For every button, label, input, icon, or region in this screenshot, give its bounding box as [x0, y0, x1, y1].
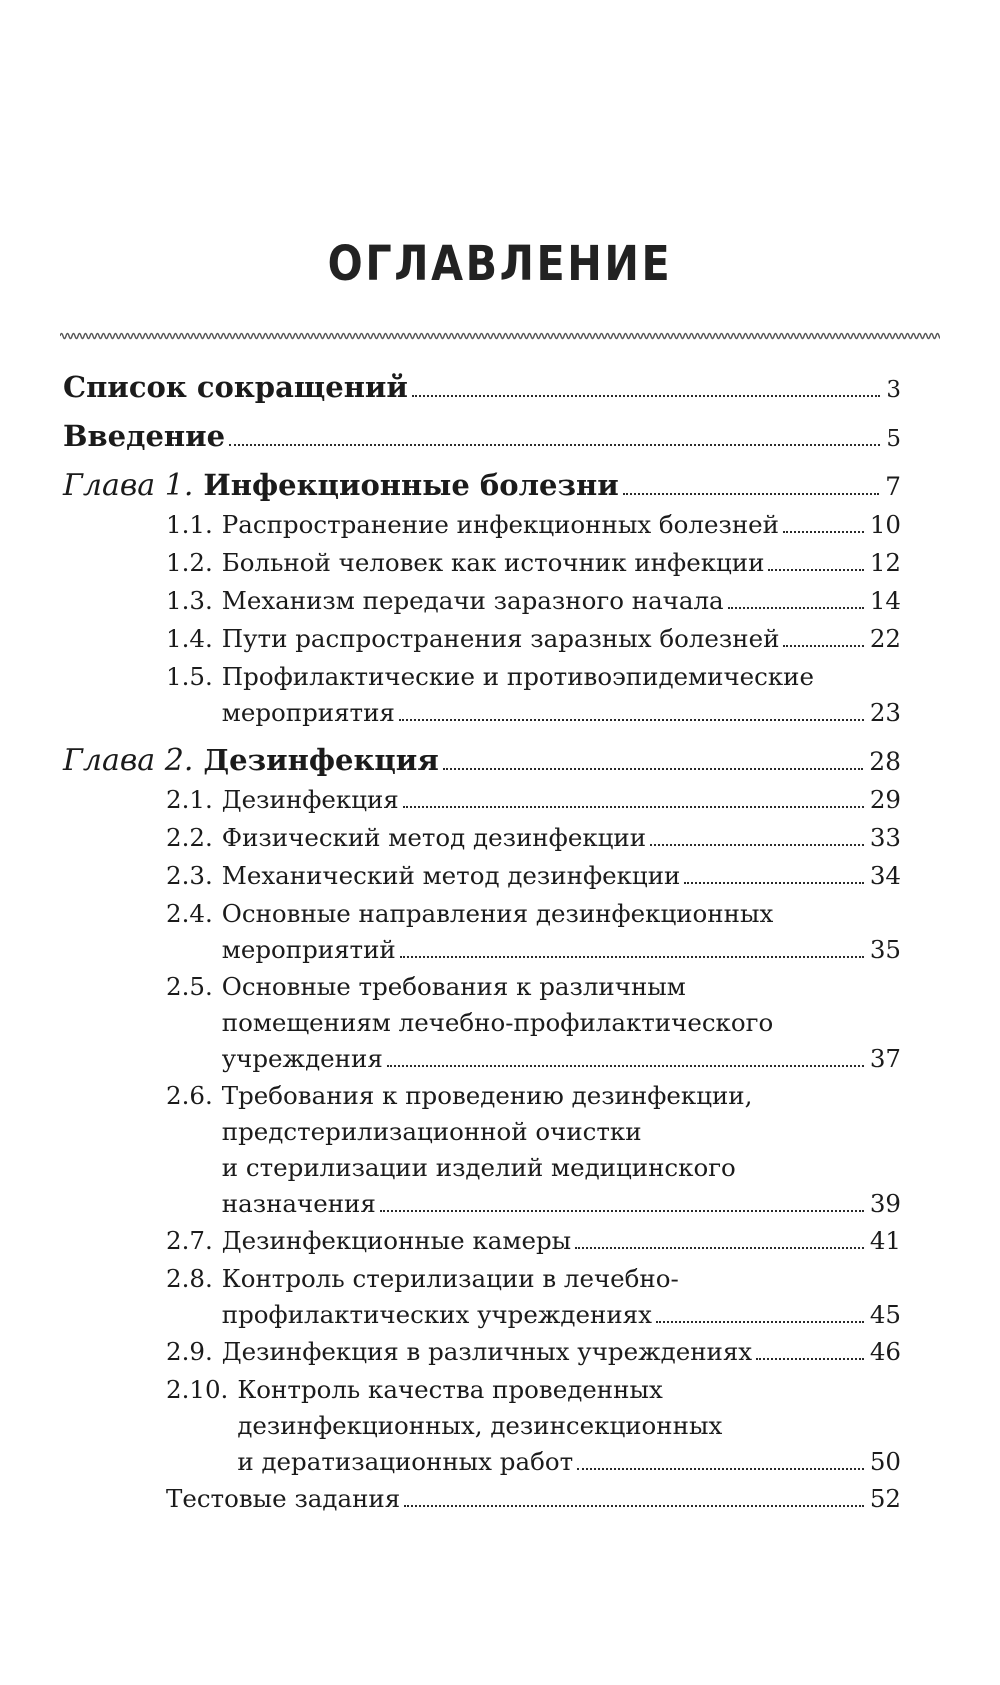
section-title-line: назначения	[221, 1189, 376, 1218]
dot-leader	[399, 718, 864, 721]
section-number: 2.8.	[166, 1264, 213, 1293]
toc-subsection-s2-10[interactable]	[63, 1371, 901, 1480]
toc-chapter-1[interactable]	[63, 466, 901, 506]
toc-subsection-s1-4[interactable]	[63, 620, 901, 658]
dot-leader	[387, 1064, 864, 1067]
dot-leader	[783, 530, 864, 533]
toc-page-number: 34	[869, 861, 901, 890]
section-number: 2.3.	[166, 861, 213, 890]
toc-entry-introduction[interactable]	[63, 417, 901, 458]
section-number: 2.7.	[166, 1226, 213, 1255]
section-title-line: Требования к проведению дезинфекции,	[221, 1081, 753, 1110]
decorative-wave-divider	[60, 330, 940, 342]
toc-page-number: 28	[869, 747, 901, 776]
toc-subsection-s1-3[interactable]	[63, 582, 901, 620]
toc-subsection-s2-7[interactable]	[63, 1222, 901, 1260]
toc-subsection-s1-5[interactable]	[63, 658, 901, 731]
toc-page-number: 50	[869, 1447, 901, 1476]
toc-subsection-s2-9[interactable]	[63, 1333, 901, 1371]
toc-page-number: 46	[869, 1337, 901, 1366]
section-title-line: учреждения	[221, 1044, 383, 1073]
dot-leader	[443, 767, 863, 770]
section-title-line: Основные требования к различным	[221, 972, 686, 1001]
toc-page-number: 14	[869, 586, 901, 615]
section-number: 1.4.	[166, 624, 213, 653]
section-title-line: и дератизационных работ	[237, 1447, 574, 1476]
toc-subsection-s2-8[interactable]	[63, 1260, 901, 1333]
section-number: 2.4.	[166, 899, 213, 928]
toc-entry-abbreviations[interactable]	[63, 368, 901, 409]
section-number: 2.10.	[166, 1375, 229, 1404]
section-title-line: Контроль качества проведенных	[237, 1375, 663, 1404]
section-title-line: мероприятий	[221, 935, 396, 964]
section-number: 1.5.	[166, 662, 213, 691]
dot-leader	[623, 492, 879, 495]
section-title-line: Основные направления дезинфекционных	[221, 899, 774, 928]
dot-leader	[575, 1246, 864, 1249]
chapter-label: Глава 1.	[63, 468, 194, 503]
toc-page-number: 7	[885, 472, 901, 501]
toc-subsection-s2-2[interactable]	[63, 819, 901, 857]
section-title	[222, 781, 901, 819]
dot-leader	[768, 568, 863, 571]
toc-page-number: 5	[886, 426, 901, 452]
section-title-line: Механический метод дезинфекции	[221, 861, 681, 890]
section-title-line: Распространение инфекционных болезней	[221, 510, 780, 539]
section-title-line: Пути распространения заразных болезней	[221, 624, 780, 653]
section-title	[222, 659, 901, 731]
toc-page-number: 22	[869, 624, 901, 653]
dot-leader	[650, 843, 864, 846]
section-title	[237, 1372, 901, 1480]
toc-page-number: 12	[869, 548, 901, 577]
toc-subsection-s1-2[interactable]	[63, 544, 901, 582]
section-title-line: Контроль стерилизации в лечебно-	[221, 1264, 679, 1293]
section-title-line: Дезинфекционные камеры	[221, 1226, 572, 1255]
dot-leader	[400, 955, 864, 958]
section-title-line: Механизм передачи заразного начала	[221, 586, 724, 615]
section-title-line: Профилактические и противоэпидемические	[221, 662, 815, 691]
toc-subsection-s2-1[interactable]	[63, 781, 901, 819]
section-title	[222, 857, 901, 895]
toc-entry-title: Введение	[63, 419, 226, 453]
toc-page-number: 10	[869, 510, 901, 539]
toc-subsection-s2-3[interactable]	[63, 857, 901, 895]
section-title-line: Дезинфекция в различных учреждениях	[221, 1337, 753, 1366]
section-title	[222, 620, 901, 658]
section-title	[222, 1078, 901, 1222]
section-number: 1.1.	[166, 510, 213, 539]
section-title-line: Дезинфекция	[221, 785, 399, 814]
toc-subsection-s2-5[interactable]	[63, 968, 901, 1077]
page-title: ОГЛАВЛЕНИЕ	[327, 236, 673, 292]
section-number: 1.3.	[166, 586, 213, 615]
section-title-line: дезинфекционных, дезинсекционных	[237, 1411, 723, 1440]
toc-page-number: 45	[869, 1300, 901, 1329]
dot-leader	[403, 805, 864, 808]
dot-leader	[380, 1209, 864, 1212]
section-number: 2.1.	[166, 785, 213, 814]
toc-page-number: 52	[869, 1484, 901, 1513]
section-number: 2.9.	[166, 1337, 213, 1366]
section-title	[222, 896, 901, 968]
section-number: 2.5.	[166, 972, 213, 1001]
toc-page-number: 37	[869, 1044, 901, 1073]
section-title-line: Больной человек как источник инфекции	[221, 548, 765, 577]
section-title-line: предстерилизационной очистки	[221, 1117, 642, 1146]
dot-leader	[577, 1467, 864, 1470]
section-title-line: мероприятия	[221, 698, 395, 727]
section-title-line: Физический метод дезинфекции	[221, 823, 647, 852]
section-title	[222, 544, 901, 582]
section-title	[222, 506, 901, 544]
toc-subsection-s2-4[interactable]	[63, 895, 901, 968]
section-title-line: и стерилизации изделий медицинского	[221, 1153, 736, 1182]
chapter-label: Глава 2.	[63, 743, 194, 778]
dot-leader	[756, 1357, 864, 1360]
dot-leader	[684, 881, 863, 884]
section-title	[222, 969, 901, 1077]
section-number: 2.6.	[166, 1081, 213, 1110]
section-title	[222, 1261, 901, 1333]
toc-page-number: 23	[869, 698, 901, 727]
dot-leader	[229, 443, 880, 446]
table-of-contents	[63, 368, 901, 1518]
toc-page-number: 41	[869, 1226, 901, 1255]
toc-entry-title: Тестовые задания	[166, 1484, 401, 1513]
toc-subsection-s1-1[interactable]	[63, 506, 901, 544]
dot-leader	[656, 1320, 864, 1323]
toc-subsection-s2-6[interactable]	[63, 1077, 901, 1222]
section-title	[222, 1222, 901, 1260]
section-title	[222, 1333, 901, 1371]
section-title	[222, 819, 901, 857]
chapter-title: Дезинфекция	[203, 743, 439, 777]
toc-page-number: 3	[886, 377, 901, 403]
section-title	[222, 582, 901, 620]
section-title-line: помещениям лечебно-профилактического	[221, 1008, 774, 1037]
toc-chapter-2[interactable]	[63, 741, 901, 781]
toc-page-number: 39	[869, 1189, 901, 1218]
dot-leader	[783, 644, 863, 647]
toc-page-number: 35	[869, 935, 901, 964]
section-title-line: профилактических учреждениях	[221, 1300, 652, 1329]
toc-page-number: 29	[869, 785, 901, 814]
dot-leader	[412, 394, 880, 397]
dot-leader	[728, 606, 864, 609]
toc-entry-tests[interactable]	[63, 1480, 901, 1518]
chapter-title: Инфекционные болезни	[203, 468, 619, 502]
toc-entry-title: Список сокращений	[63, 370, 408, 404]
section-number: 2.2.	[166, 823, 213, 852]
section-number: 1.2.	[166, 548, 213, 577]
dot-leader	[404, 1504, 864, 1507]
toc-page-number: 33	[869, 823, 901, 852]
